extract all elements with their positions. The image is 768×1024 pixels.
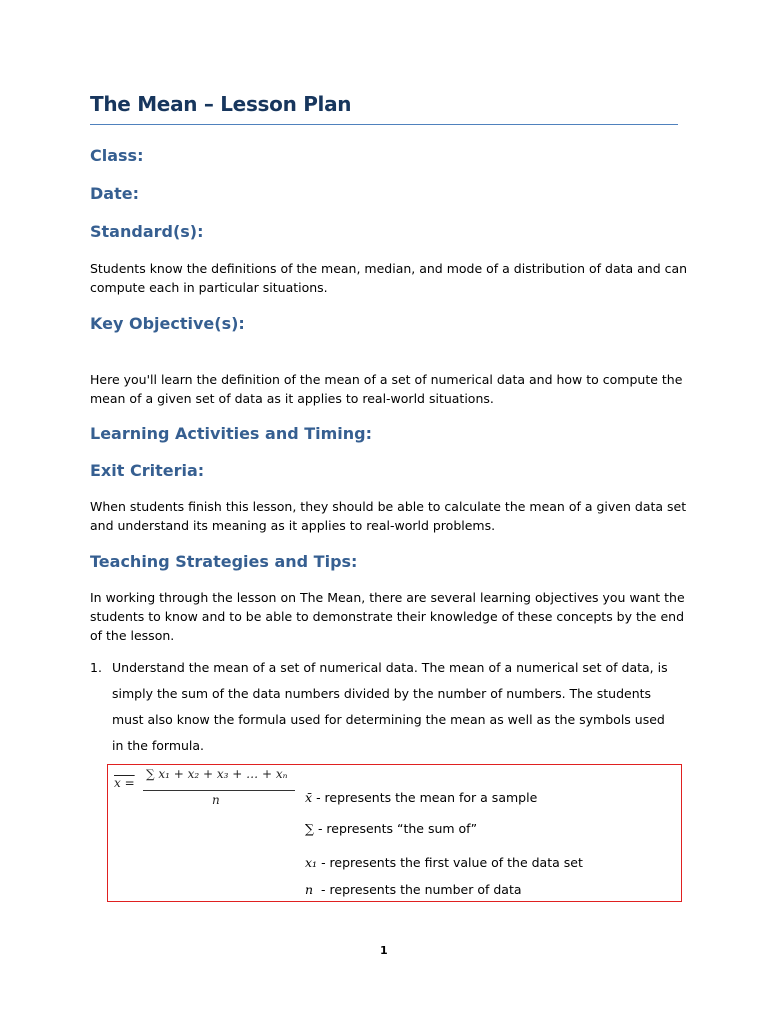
formula-numerator: ∑ x₁ + x₂ + x₃ + … + xₙ bbox=[146, 767, 288, 781]
symbol-row bbox=[305, 882, 522, 897]
activities-heading: Learning Activities and Timing: bbox=[90, 424, 373, 443]
symbol-glyph: ∑ bbox=[305, 821, 314, 836]
symbol-row bbox=[305, 790, 537, 805]
symbol-glyph: n bbox=[305, 882, 314, 897]
document-title: The Mean – Lesson Plan bbox=[90, 92, 352, 116]
list-item-number: 1. bbox=[90, 660, 102, 675]
formula-denominator: n bbox=[212, 793, 220, 807]
title-underline bbox=[90, 124, 678, 125]
standards-heading: Standard(s): bbox=[90, 222, 204, 241]
objectives-paragraph: Here you'll learn the definition of the mean of a set of numerical data and how to compute the mean of a given set of data as it applies to real-world situations. bbox=[90, 372, 683, 406]
symbol-row bbox=[305, 855, 583, 870]
exit-criteria-paragraph: When students finish this lesson, they should be able to calculate the mean of a given data set and understand its meaning as it applies to real-world problems. bbox=[90, 499, 687, 533]
symbol-description: - represents the mean for a sample bbox=[316, 790, 538, 805]
date-heading: Date: bbox=[90, 184, 139, 203]
class-heading: Class: bbox=[90, 146, 144, 165]
formula-lhs: x = bbox=[114, 776, 135, 790]
symbol-glyph: x̄ bbox=[305, 790, 313, 805]
list-item-text: Understand the mean of a set of numerical data. The mean of a numerical set of data, is simply the sum of the data numbers divided by the number of numbers. The students must also know the formula used for determining the mean as well as the symbols used in the formula. bbox=[112, 660, 668, 753]
symbol-description: - represents “the sum of” bbox=[317, 821, 478, 836]
symbol-row bbox=[305, 821, 477, 836]
page-number: 1 bbox=[380, 944, 388, 957]
symbol-description: - represents the first value of the data set bbox=[321, 855, 583, 870]
symbol-description: - represents the number of data bbox=[317, 882, 522, 897]
standards-paragraph: Students know the definitions of the mean, median, and mode of a distribution of data and can compute each in particular situations. bbox=[90, 261, 688, 295]
symbol-glyph: x₁ bbox=[305, 855, 318, 870]
strategies-paragraph: In working through the lesson on The Mean, there are several learning objectives you want the students to know and to be able to demonstrate their knowledge of these concepts by the end of the lesson. bbox=[90, 590, 685, 643]
exit-criteria-heading: Exit Criteria: bbox=[90, 461, 205, 480]
objectives-heading: Key Objective(s): bbox=[90, 314, 245, 333]
list-item bbox=[90, 655, 680, 759]
fraction-line bbox=[143, 790, 295, 791]
strategies-heading: Teaching Strategies and Tips: bbox=[90, 552, 358, 571]
